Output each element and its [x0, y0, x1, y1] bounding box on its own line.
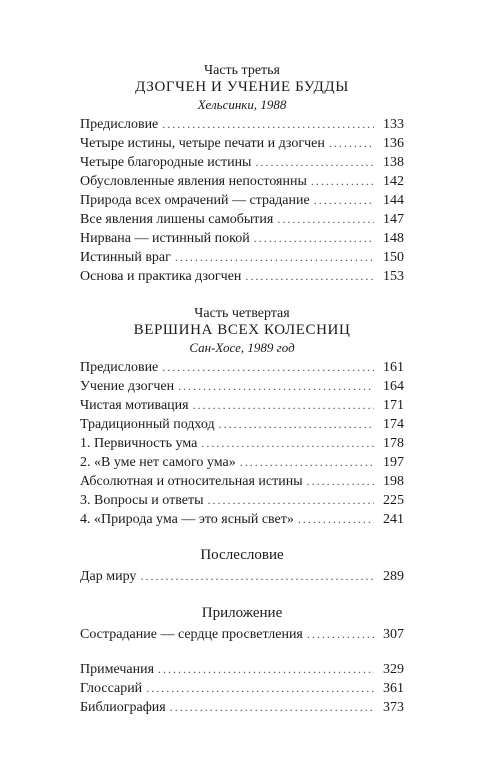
dot-leader [298, 510, 374, 529]
toc-entry-title: Все явления лишены самобытия [80, 212, 274, 227]
dot-leader [162, 358, 374, 377]
toc-entry [80, 472, 404, 491]
toc-entry-page: 171 [383, 398, 404, 413]
dot-leader [311, 172, 374, 191]
toc-entry [80, 434, 404, 453]
toc-entry-title: Библиография [80, 700, 166, 715]
dot-leader [307, 472, 374, 491]
toc-entry [80, 679, 404, 698]
dot-leader [140, 567, 374, 586]
toc-entry-title: Чистая мотивация [80, 398, 189, 413]
toc-entry [80, 248, 404, 267]
toc-entry-title: Традиционный подход [80, 417, 215, 432]
toc-entry-title: 4. «Природа ума — это ясный свет» [80, 512, 294, 527]
part4-title: ВЕРШИНА ВСЕХ КОЛЕСНИЦ [133, 322, 351, 338]
toc-entry-page: 329 [383, 662, 404, 677]
toc-entry-title: Дар миру [80, 569, 137, 584]
toc-entry-page: 174 [383, 417, 404, 432]
dot-leader [178, 377, 374, 396]
part4-place: Сан-Хосе, 1989 год [189, 340, 295, 355]
toc-entry-page: 144 [383, 193, 404, 208]
dot-leader [240, 453, 374, 472]
toc-entry-title: 3. Вопросы и ответы [80, 493, 204, 508]
toc-entry-page: 178 [383, 436, 404, 451]
toc-entry-title: Глоссарий [80, 681, 143, 696]
part3-place: Хельсинки, 1988 [197, 97, 287, 112]
toc-entry-page: 198 [383, 474, 404, 489]
appendix-heading: Приложение [201, 605, 283, 621]
toc-entry-page: 164 [383, 379, 404, 394]
dot-leader [329, 134, 374, 153]
toc-entry-page: 161 [383, 360, 404, 375]
part4-entries [80, 358, 404, 529]
toc-entry [80, 134, 404, 153]
toc-entry-page: 225 [383, 493, 404, 508]
toc-entry-page: 133 [383, 117, 404, 132]
toc-entry-page: 150 [383, 250, 404, 265]
toc-entry [80, 358, 404, 377]
toc-entry-title: Основа и практика дзогчен [80, 269, 242, 284]
table-of-contents [80, 62, 404, 717]
toc-entry-title: Истинный враг [80, 250, 171, 265]
toc-entry-page: 361 [383, 681, 404, 696]
afterword-entries [80, 567, 404, 586]
toc-entry [80, 396, 404, 415]
toc-entry [80, 510, 404, 529]
toc-entry-title: 2. «В уме нет самого ума» [80, 455, 236, 470]
toc-entry-title: Обусловленные явления непостоянны [80, 174, 307, 189]
toc-entry-page: 136 [383, 136, 404, 151]
dot-leader [255, 153, 374, 172]
toc-entry-title: Абсолютная и относительная истины [80, 474, 303, 489]
toc-entry-title: Природа всех омрачений — страдание [80, 193, 310, 208]
toc-entry-page: 241 [383, 512, 404, 527]
part3-header [80, 62, 404, 113]
toc-entry-title: Учение дзогчен [80, 379, 175, 394]
toc-entry-page: 289 [383, 569, 404, 584]
toc-entry-page: 148 [383, 231, 404, 246]
toc-entry-title: Четыре благородные истины [80, 155, 252, 170]
dot-leader [245, 267, 374, 286]
dot-leader [307, 625, 374, 644]
toc-entry-page: 153 [383, 269, 404, 284]
dot-leader [277, 210, 374, 229]
part4-header [80, 305, 404, 356]
toc-entry-page: 138 [383, 155, 404, 170]
part3-label: Часть третья [204, 63, 280, 78]
toc-entry [80, 567, 404, 586]
dot-leader [208, 491, 375, 510]
toc-entry-title: Нирвана — истинный покой [80, 231, 250, 246]
toc-entry [80, 453, 404, 472]
toc-entry-title: Примечания [80, 662, 155, 677]
toc-entry-page: 147 [383, 212, 404, 227]
toc-entry-page: 307 [383, 627, 404, 642]
dot-leader [219, 415, 374, 434]
toc-entry [80, 377, 404, 396]
dot-leader [201, 434, 374, 453]
part3-title: ДЗОГЧЕН И УЧЕНИЕ БУДДЫ [135, 79, 349, 95]
toc-entry [80, 115, 404, 134]
appendix-entries [80, 625, 404, 644]
toc-entry-page: 373 [383, 700, 404, 715]
toc-entry-title: Предисловие [80, 360, 159, 375]
toc-entry [80, 625, 404, 644]
dot-leader [314, 191, 374, 210]
part4-label: Часть четвертая [194, 306, 290, 321]
toc-entry-title: Предисловие [80, 117, 159, 132]
toc-entry [80, 191, 404, 210]
toc-entry-title: Сострадание — сердце просветления [80, 627, 303, 642]
toc-entry [80, 415, 404, 434]
dot-leader [193, 396, 374, 415]
dot-leader [254, 229, 374, 248]
toc-entry [80, 267, 404, 286]
dot-leader [170, 698, 374, 717]
dot-leader [175, 248, 374, 267]
dot-leader [146, 679, 374, 698]
toc-entry-page: 197 [383, 455, 404, 470]
dot-leader [162, 115, 374, 134]
toc-entry [80, 153, 404, 172]
toc-entry [80, 491, 404, 510]
dot-leader [158, 660, 374, 679]
toc-entry [80, 172, 404, 191]
part3-entries [80, 115, 404, 286]
backmatter-entries [80, 660, 404, 717]
toc-entry-page: 142 [383, 174, 404, 189]
afterword-heading: Послесловие [200, 547, 284, 563]
toc-entry-title: 1. Первичность ума [80, 436, 198, 451]
toc-entry [80, 210, 404, 229]
toc-entry [80, 229, 404, 248]
toc-entry [80, 698, 404, 717]
toc-entry [80, 660, 404, 679]
toc-entry-title: Четыре истины, четыре печати и дзогчен [80, 136, 325, 151]
